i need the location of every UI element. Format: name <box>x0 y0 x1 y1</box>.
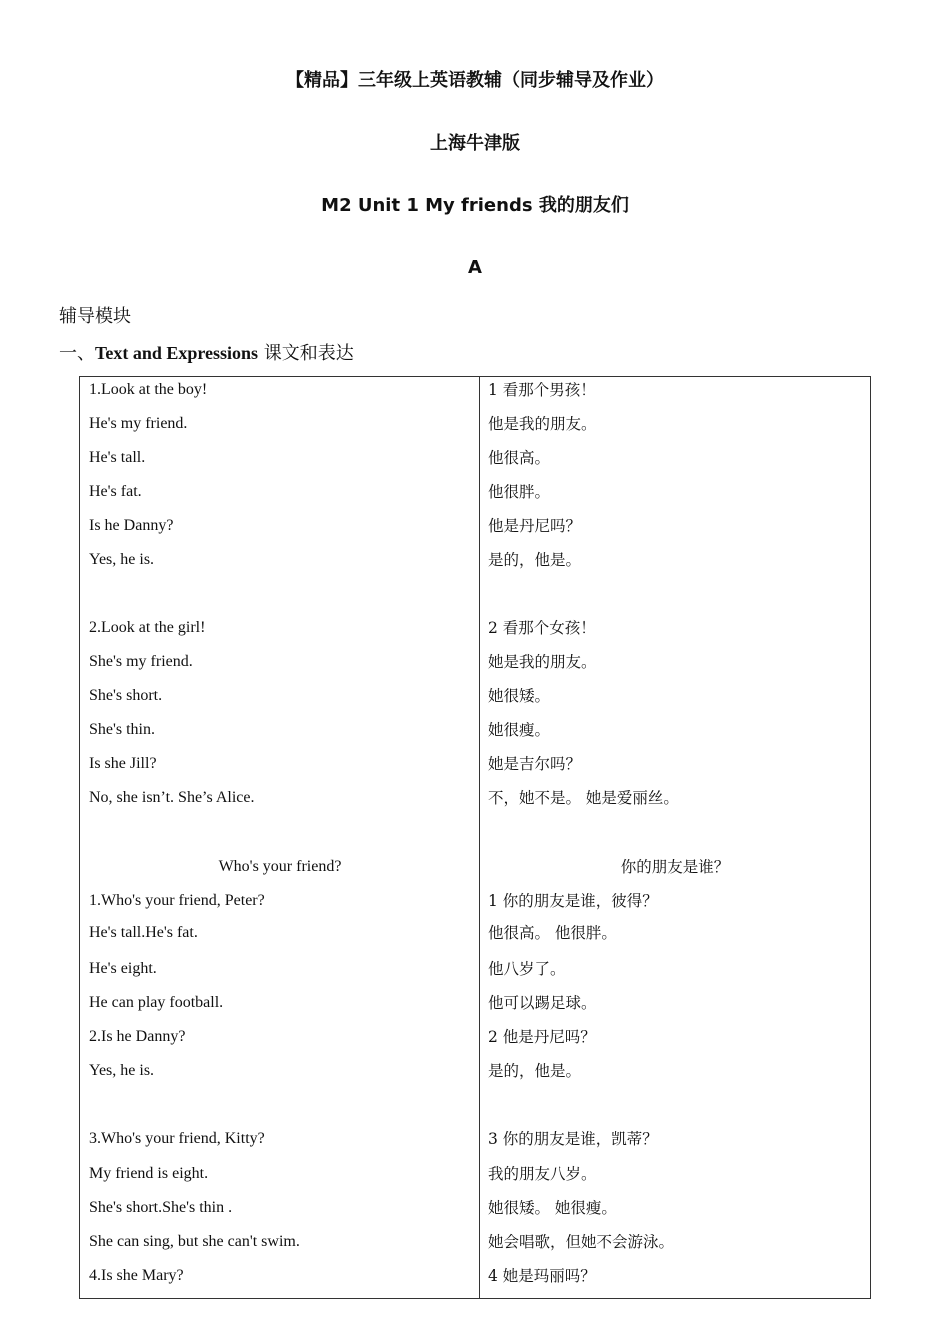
section-heading <box>59 341 354 366</box>
english-line: He's tall. <box>89 449 146 466</box>
chinese-line: 2 他是丹尼吗？ <box>488 1028 596 1046</box>
chinese-line: 他可以踢足球。 <box>488 994 597 1012</box>
document-title: 【精品】三年级上英语教辅（同步辅导及作业） <box>286 70 664 91</box>
unit-title: M2 Unit 1 My friends 我的朋友们 <box>321 195 629 216</box>
chinese-line: 他很高。 他很胖。 <box>488 924 617 942</box>
text-expressions-table <box>79 376 871 1299</box>
english-line: 1.Look at the boy! <box>89 381 208 398</box>
chinese-line: 是的，他是。 <box>488 1062 582 1080</box>
english-line: 3.Who's your friend, Kitty? <box>89 1130 265 1147</box>
document-subtitle-edition: 上海牛津版 <box>430 133 520 154</box>
table-heading-english: Who's your friend? <box>218 858 342 875</box>
column-divider <box>479 377 480 1298</box>
chinese-line: 3 你的朋友是谁，凯蒂？ <box>488 1130 658 1148</box>
table-heading-chinese: 你的朋友是谁？ <box>620 858 730 876</box>
section-title-english: Text and Expressions <box>95 343 259 363</box>
chinese-line: 不，她不是。 她是爱丽丝。 <box>488 789 679 807</box>
chinese-line: 他八岁了。 <box>488 960 566 978</box>
english-line: 1.Who's your friend, Peter? <box>89 892 265 909</box>
english-line: He's fat. <box>89 483 142 500</box>
section-prefix: 一、 <box>59 343 95 364</box>
chinese-line: 1 看那个男孩！ <box>488 381 596 399</box>
part-label: A <box>468 257 482 278</box>
english-line: 4.Is she Mary? <box>89 1267 184 1284</box>
chinese-line: 她是吉尔吗？ <box>488 755 582 773</box>
section-title-chinese: 课文和表达 <box>258 343 354 364</box>
chinese-line: 他是我的朋友。 <box>488 415 597 433</box>
chinese-line: 我的朋友八岁。 <box>488 1165 597 1183</box>
english-line: Is he Danny? <box>89 517 174 534</box>
english-line: 2.Look at the girl! <box>89 619 206 636</box>
chinese-line: 是的，他是。 <box>488 551 582 569</box>
english-line: Yes, he is. <box>89 551 155 568</box>
chinese-line: 2 看那个女孩！ <box>488 619 596 637</box>
english-line: She's short.She's thin . <box>89 1199 233 1216</box>
english-line: She can sing, but she can't swim. <box>89 1233 300 1250</box>
english-line: He can play football. <box>89 994 224 1011</box>
english-line: He's tall.He's fat. <box>89 924 198 941</box>
english-line: She's my friend. <box>89 653 193 670</box>
chinese-line: 她很瘦。 <box>488 721 551 739</box>
chinese-line: 他很高。 <box>488 449 551 467</box>
chinese-line: 他很胖。 <box>488 483 551 501</box>
chinese-line: 她是我的朋友。 <box>488 653 597 671</box>
english-line: He's eight. <box>89 960 157 977</box>
english-line: 2.Is he Danny? <box>89 1028 186 1045</box>
english-line: My friend is eight. <box>89 1165 209 1182</box>
english-line: No, she isn’t. She’s Alice. <box>89 789 255 806</box>
chinese-line: 4 她是玛丽吗？ <box>488 1267 596 1285</box>
chinese-line: 1 你的朋友是谁，彼得？ <box>488 892 658 910</box>
english-line: Yes, he is. <box>89 1062 155 1079</box>
chinese-line: 他是丹尼吗？ <box>488 517 582 535</box>
chinese-line: 她很矮。 <box>488 687 551 705</box>
english-line: She's short. <box>89 687 163 704</box>
module-label: 辅导模块 <box>59 306 131 327</box>
english-line: She's thin. <box>89 721 155 738</box>
chinese-line: 她很矮。 她很瘦。 <box>488 1199 617 1217</box>
chinese-line: 她会唱歌，但她不会游泳。 <box>488 1233 675 1251</box>
english-line: He's my friend. <box>89 415 188 432</box>
english-line: Is she Jill? <box>89 755 157 772</box>
